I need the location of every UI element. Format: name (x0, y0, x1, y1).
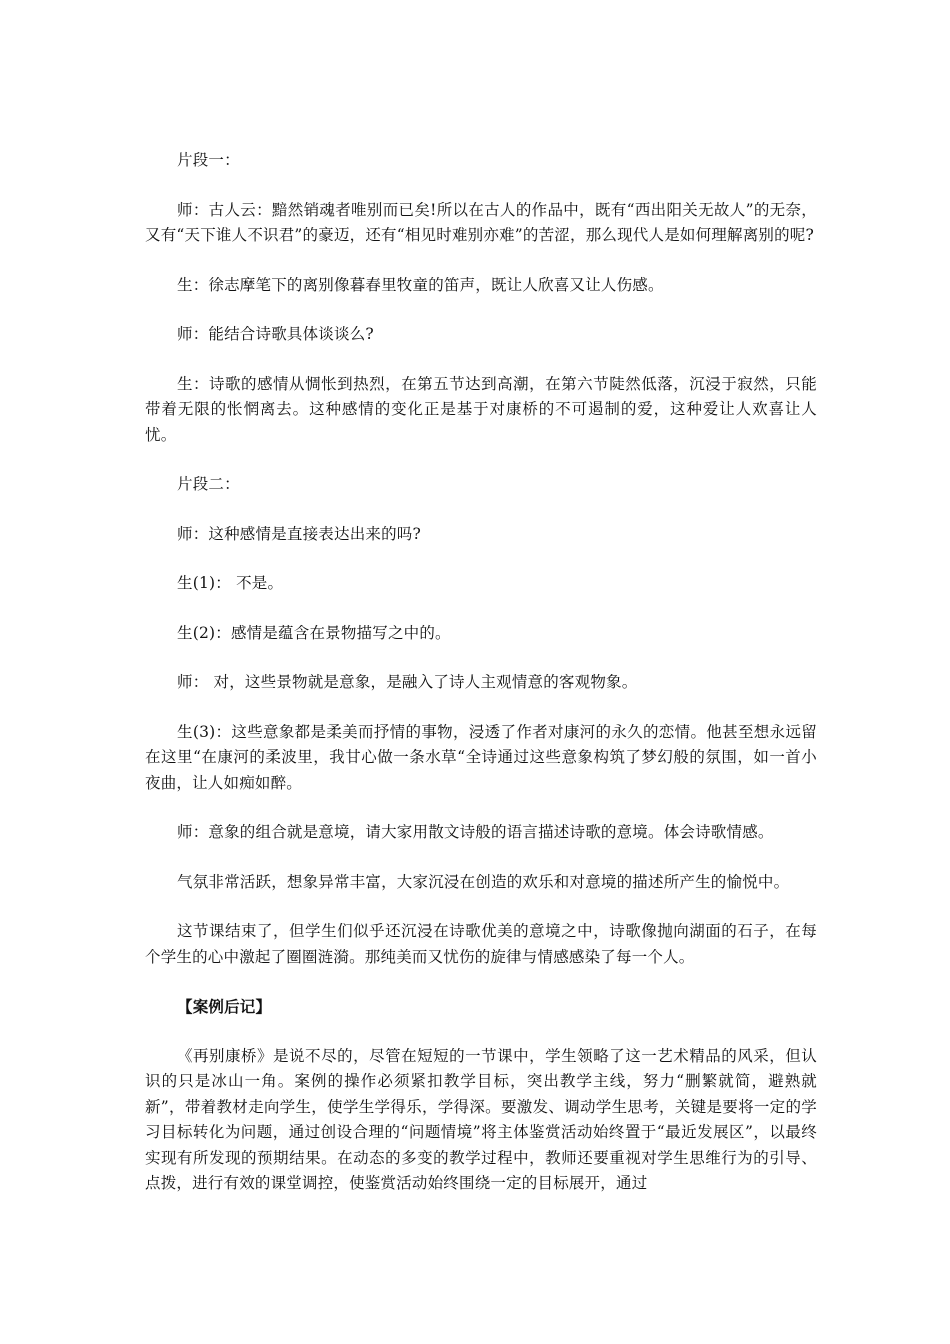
document-body (145, 148, 817, 1219)
section-label-fragment-two: 片段二： (177, 475, 240, 493)
dialogue-student-1: 生：徐志摩笔下的离别像暮春里牧童的笛声，既让人欣喜又让人伤感。 (177, 275, 664, 294)
dialogue-teacher-2: 师：能结合诗歌具体谈谈么? (177, 325, 374, 343)
dialogue-teacher-3: 师：这种感情是直接表达出来的吗? (177, 524, 422, 543)
section-label-fragment-one: 片段一： (177, 151, 240, 169)
narration-atmosphere: 气氛非常活跃，想象异常丰富，大家沉浸在创造的欢乐和对意境的描述所产生的愉悦中。 (177, 872, 790, 891)
postscript-body: 《再别康桥》是说不尽的，尽管在短短的一节课中，学生领略了这一艺术精品的风采，但认识的只是冰山一角。案例的操作必须紧扣教学目标，突出教学主线，努力“删繁就简，避熟就新”，带着教材走向学生，使学生学得乐，学得深。要激发、调动学生思考，关键是要将一定的学习目标转化为问题，通过创设合理的“问题情境”将主体鉴赏活动始终置于“最近发展区”，以最终实现有所发现的预期结果。在动态的多变的教学过程中，教师还要重视对学生思维行为的引导、点拨，进行有效的课堂调控，使鉴赏活动始终围绕一定的目标展开，通过 (145, 1046, 817, 1192)
narration-ending: 这节课结束了，但学生们似乎还沉浸在诗歌优美的意境之中，诗歌像抛向湖面的石子，在每个学生的心中激起了圈圈涟漪。那纯美而又忧伤的旋律与情感感染了每一个人。 (145, 922, 817, 966)
dialogue-teacher-4: 师： 对，这些景物就是意象，是融入了诗人主观情意的客观物象。 (177, 673, 638, 691)
dialogue-student-2: 生：诗歌的感情从惆怅到热烈，在第五节达到高潮，在第六节陡然低落，沉浸于寂然，只能带着无限的怅惘离去。这种感情的变化正是基于对康桥的不可遏制的爱，这种爱让人欢喜让人忧。 (145, 374, 817, 444)
dialogue-teacher-5: 师：意象的组合就是意境，请大家用散文诗般的语言描述诗歌的意境。体会诗歌情感。 (177, 823, 774, 841)
dialogue-student-3: 生(1)： 不是。 (177, 574, 284, 592)
dialogue-student-4: 生(2)：感情是蕴含在景物描写之中的。 (177, 623, 451, 642)
dialogue-teacher-1: 师：古人云：黯然销魂者唯别而已矣!所以在古人的作品中，既有“西出阳关无故人”的无奈，又有“天下谁人不识君”的豪迈，还有“相见时难别亦难”的苦涩，那么现代人是如何理解离别的呢? (145, 200, 817, 244)
section-heading-postscript: 【案例后记】 (177, 997, 272, 1016)
dialogue-student-5: 生(3)：这些意象都是柔美而抒情的事物，浸透了作者对康河的永久的恋情。他甚至想永远留在这里“在康河的柔波里，我甘心做一条水草“全诗通过这些意象构筑了梦幻般的氛围，如一首小夜曲，让人如痴如醉。 (145, 722, 817, 792)
